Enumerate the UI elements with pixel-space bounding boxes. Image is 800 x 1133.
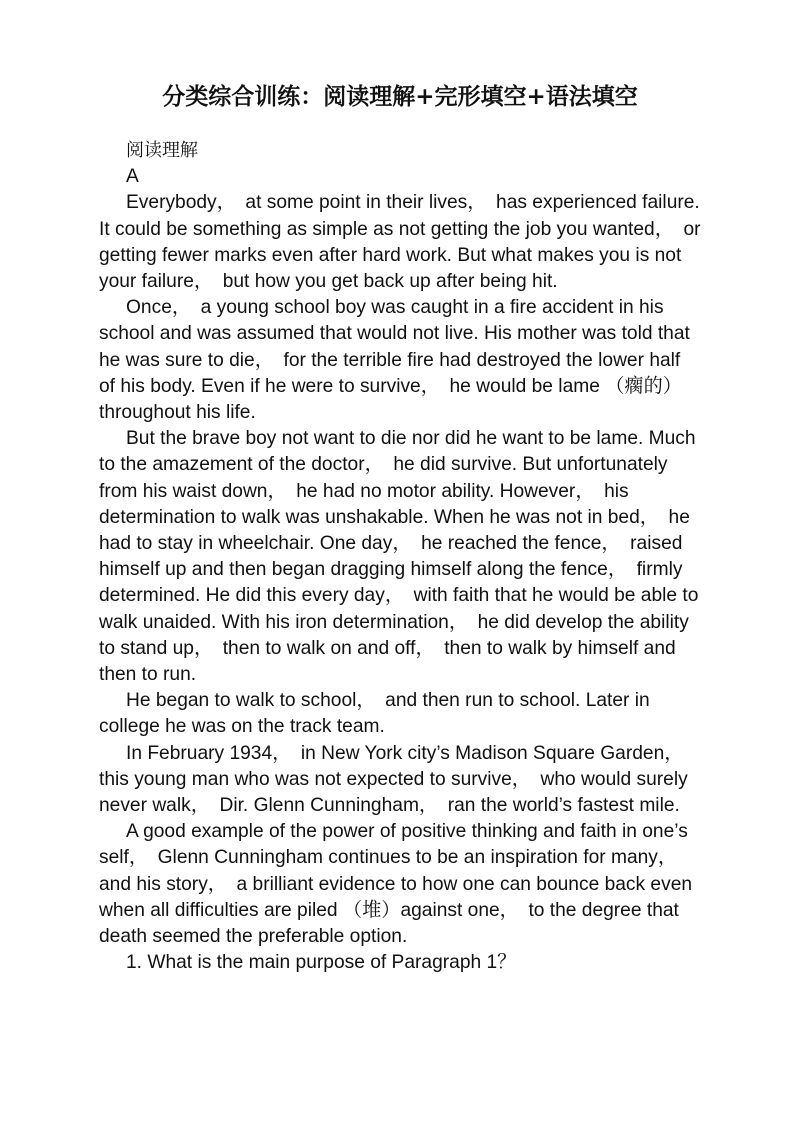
paragraph-5: In February 1934， in New York city’s Madison Square Garden， this young man who was not expected to survive， who would surely never walk， Dir. Glenn Cunningham， ran the world’s fastest mile.	[99, 742, 694, 817]
section-heading: 阅读理解	[126, 140, 198, 161]
paragraph-2: Once， a young school boy was caught in a fire accident in his school and was assumed that would not live. His mother was told that he was sure to die， for the terrible fire had destroyed the lower half of his body. Even if he were to survive， he would be lame （瘸的） throughout his life.	[99, 297, 692, 424]
document-title: 分类综合训练：阅读理解+完形填空+语法填空	[162, 83, 638, 110]
passage-label: A	[126, 166, 139, 188]
question-1: 1. What is the main purpose of Paragraph 1？	[126, 952, 517, 974]
passage-body	[99, 138, 701, 977]
paragraph-4: He began to walk to school， and then run to school. Later in college he was on the track team.	[99, 690, 650, 738]
paragraph-1: Everybody， at some point in their lives， has experienced failure. It could be something as simple as not getting the job you wanted， or getting fewer marks even after hard work. But what makes you is not your failure， but how you get back up after being hit.	[99, 192, 701, 293]
paragraph-6: A good example of the power of positive thinking and faith in one’s self， Glenn Cunningham continues to be an inspiration for many， and his story， a brilliant evidence to how one can bounce back even when all difficulties are piled （堆）against one， to the degree that death seemed the preferable option.	[99, 821, 693, 948]
paragraph-3: But the brave boy not want to die nor did he want to be lame. Much to the amazement of the doctor， he did survive. But unfortunately from his waist down， he had no motor ability. However， his determination to walk was unshakable. When he was not in bed， he had to stay in wheelchair. One day， he reached the fence， raised himself up and then began dragging himself along the fence， firmly determined. He did this every day， with faith that he would be able to walk unaided. With his iron determination， he did develop the ability to stand up， then to walk on and off， then to walk by himself and then to run.	[99, 428, 699, 686]
